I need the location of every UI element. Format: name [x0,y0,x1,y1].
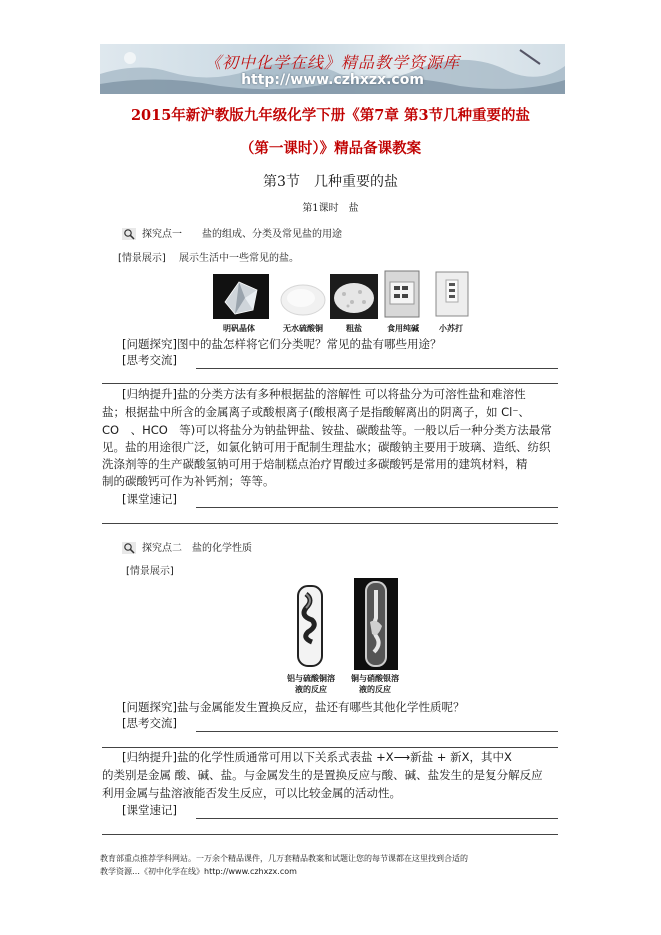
notes-line[interactable] [196,507,558,508]
notes-line[interactable] [196,818,558,819]
anhydrous-cuso4-image [278,274,328,319]
summary-line: 见。盐的用途很广泛，如氯化钠可用于配制生理盐水；碳酸钠主要用于玻璃、造纸、纺织 [102,440,551,454]
scenario-label: [情景展示] [126,566,174,577]
question-label: [问题探究] [122,337,177,351]
notes-label: [课堂速记] [122,803,177,817]
alum-crystal-image [213,274,269,319]
answer-line[interactable] [102,383,558,384]
image-caption: 食用纯碱 [387,324,419,333]
explore-1-heading-row [122,225,342,240]
think-label: [思考交流] [122,353,177,367]
summary-line: 盐；根据盐中所含的金属离子或酸根离子(酸根离子是指酸解离出的阴离子，如 Cl⁻、 [102,405,530,419]
scenario-text: 展示生活中一些常见的盐。 [179,253,299,264]
summary-line [122,750,512,765]
magnifier-icon [122,228,136,240]
question-label: [问题探究] [122,700,177,714]
image-caption: 明矾晶体 [223,324,255,333]
edible-soda-bag-image [382,268,422,320]
header-banner [100,44,565,94]
summary-line: 制的碳酸钙可作为补钙剂；等等。 [102,474,275,488]
summary-line: CO 、HCO 等)可以将盐分为钠盐钾盐、铵盐、碳酸盐等。一般以后一种分类方法最常 [102,423,552,437]
cu-agno3-tube-image [354,578,398,670]
document-title-line-2: （第一课时）》精品备课教案 [239,140,422,157]
image-caption: 无水硫酸铜 [283,324,323,333]
summary-label: [归纳提升] [122,750,177,764]
baking-soda-bag-image [432,268,472,320]
question-text: 盐与金属能发生置换反应，盐还有哪些其他化学性质呢？ [176,700,465,714]
notes-line[interactable] [102,523,558,524]
footer-line-2[interactable]: 教学资源…《初中化学在线》http://www.czhxzx.com [100,867,297,876]
banner-title: 《初中化学在线》精品教学资源库 [204,53,460,72]
notes-label: [课堂速记] [122,492,177,506]
summary-line [122,387,526,402]
answer-line[interactable] [196,731,558,732]
footer [100,852,570,878]
image-caption: 铜与硝酸银溶液的反应 [351,674,399,694]
image-caption: 小苏打 [439,324,463,333]
al-cuso4-tube-image [288,580,332,670]
summary-text: 盐的化学性质通常可用以下关系式表盐 +X⟶新盐 + 新X，其中X [176,750,512,764]
scenario-label: [情景展示] [118,253,166,264]
summary-line: 的类别是金属 酸、碱、盐。与金属发生的是置换反应与酸、碱、盐发生的是复分解反应 [102,768,543,782]
explore-2-heading-row [122,539,252,554]
explore-2-heading: 探究点二 盐的化学性质 [142,543,252,554]
explore-2-question [122,700,464,715]
answer-line[interactable] [196,368,558,369]
explore-1-scenario [118,249,299,264]
image-caption: 粗盐 [346,324,362,333]
answer-line[interactable] [102,747,558,748]
explore-1-question [122,337,441,352]
banner-url[interactable]: http://www.czhxzx.com [241,72,424,88]
coarse-salt-image [330,274,378,319]
document-title-line-1: 2015年新沪教版九年级化学下册《第7章 第3节几种重要的盐 [130,107,531,124]
section-title: 第3节 几种重要的盐 [263,174,398,190]
summary-line: 利用金属与盐溶液能否发生反应，可以比较金属的活动性。 [102,786,401,800]
summary-text: 盐的分类方法有多种根据盐的溶解性 可以将盐分为可溶性盐和难溶性 [176,387,526,401]
summary-line: 洗涤剂等的生产碳酸氢钠可用于焙制糕点治疗胃酸过多碳酸钙是常用的建筑材料，精 [102,457,528,471]
image-caption: 铝与硫酸铜溶液的反应 [287,674,335,694]
question-text: 图中的盐怎样将它们分类呢？常见的盐有哪些用途？ [176,337,442,351]
lesson-title: 第1课时 盐 [302,203,359,214]
notes-line[interactable] [102,834,558,835]
explore-1-heading: 探究点一 盐的组成、分类及常见盐的用途 [142,229,342,240]
summary-label: [归纳提升] [122,387,177,401]
think-label: [思考交流] [122,716,177,730]
footer-line-1: 教育部重点推荐学科网站。一万余个精品课件，几万套精品教案和试题让您的每节课都在这里找到合适的 [100,854,468,863]
magnifier-icon [122,542,136,554]
